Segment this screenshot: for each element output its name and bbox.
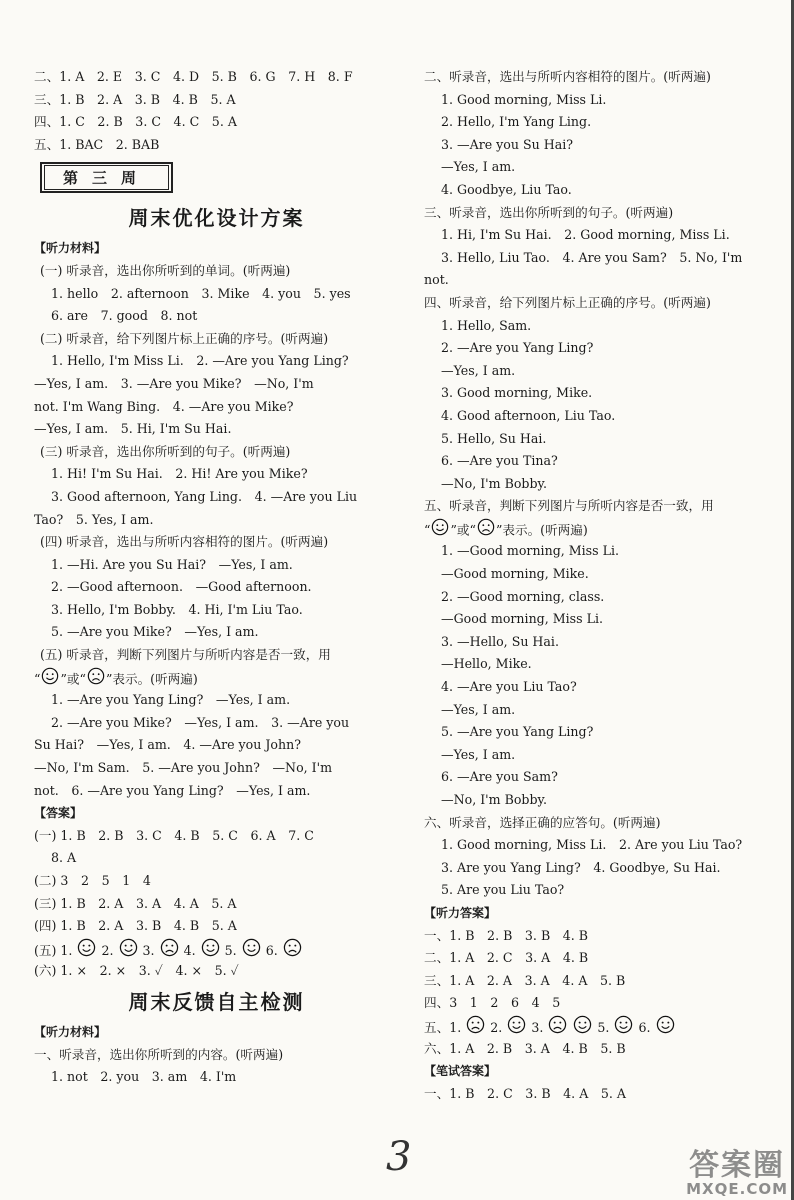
question-heading: (一) 听录音，选出你所听到的单词。(听两遍) [40,262,291,278]
question-heading: (二) 听录音，给下列图片标上正确的序号。(听两遍) [40,330,329,346]
material-line: 3. —Hello, Su Hai. [441,633,559,649]
watermark [686,1140,788,1198]
smiley-face-icon [242,938,261,961]
section-title: 周末优化设计方案 [128,206,305,231]
material-line: 4. Good afternoon, Liu Tao. [441,407,616,423]
answer-line: 8. A [51,850,77,866]
answer-line: 一、1. B 2. B 3. B 4. B [424,927,589,943]
material-line: 5. —Are you Mike? —Yes, I am. [51,624,259,640]
material-line: —Yes, I am. 5. Hi, I'm Su Hai. [34,421,232,437]
smiley-face-icon [507,1015,526,1038]
material-line: 3. Good afternoon, Yang Ling. 4. —Are you Liu [51,488,358,504]
watermark-logo: 答案圈 [689,1148,786,1183]
material-line: 3. —Are you Su Hai? [441,136,574,152]
question-heading: 二、听录音，选出与所听内容相符的图片。(听两遍) [424,69,711,84]
material-line: —No, I'm Bobby. [441,792,547,807]
material-line: 1. Hello, I'm Miss Li. 2. —Are you Yang Ling? [51,353,349,369]
symbol-instruction: “ ”或“ ”表示。(听两遍) [424,518,786,541]
material-line: —Yes, I am. [441,362,516,378]
material-line: Tao? 5. Yes, I am. [34,511,154,527]
material-line: 2. —Are you Yang Ling? [441,340,594,356]
answer-line: 三、1. A 2. A 3. A 4. A 5. B [424,972,626,988]
material-line: —Hello, Mike. [441,656,532,672]
written-answers-heading: 【笔试答案】 [424,1064,497,1079]
smiley-face-icon [41,667,59,690]
question-heading: (四) 听录音，选出与所听内容相符的图片。(听两遍) [40,534,329,550]
material-line: 1. Good morning, Miss Li. 2. Are you Liu Tao? [441,837,743,853]
material-line: —No, I'm Bobby. [441,475,547,491]
watermark-url: MXQE.COM [686,1180,788,1198]
smiley-face-icon [431,518,449,541]
question-heading: (三) 听录音，选出你所听到的句子。(听两遍) [40,443,291,459]
material-line: 1. Good morning, Miss Li. [441,91,607,107]
question-heading: 四、听录音，给下列图片标上正确的序号。(听两遍) [424,294,711,310]
material-line: 3. Hello, I'm Bobby. 4. Hi, I'm Liu Tao. [51,601,303,617]
material-line: not. 6. —Are you Yang Ling? —Yes, I am. [34,782,311,798]
sad-face-icon [160,938,179,961]
answer-line: 二、1. A 2. E 3. C 4. D 5. B 6. G 7. H 8. F [34,69,353,84]
question-heading: 三、听录音，选出你所听到的句子。(听两遍) [424,204,674,220]
material-line: —Yes, I am. [441,159,516,175]
material-line: 3. Good morning, Mike. [441,385,593,401]
material-line: 1. Hi, I'm Su Hai. 2. Good morning, Miss Li. [441,227,730,243]
material-line: 2. —Are you Mike? —Yes, I am. 3. —Are you [51,714,350,730]
answer-line: (二) 3 2 5 1 4 [34,873,151,888]
section-title: 周末反馈自主检测 [128,989,305,1014]
answer-line: (四) 1. B 2. A 3. B 4. B 5. A [34,918,237,934]
material-line: 5. Are you Liu Tao? [441,882,565,898]
material-line: —Yes, I am. [441,746,516,762]
material-line: —Yes, I am. 3. —Are you Mike? —No, I'm [34,375,314,391]
question-heading: 六、听录音，选择正确的应答句。(听两遍) [424,814,661,830]
smiley-face-icon [201,938,220,961]
symbol-instruction: “ ”或“ ”表示。(听两遍) [34,667,399,690]
answer-line: 二、1. A 2. C 3. A 4. B [424,950,589,966]
smiley-face-icon [656,1015,675,1038]
material-line: —Good morning, Miss Li. [441,611,603,627]
material-line: 1. not 2. you 3. am 4. I'm [51,1069,237,1085]
answer-line: (一) 1. B 2. B 3. C 4. B 5. C 6. A 7. C [34,827,314,843]
answer-line: 五、1. BAC 2. BAB [34,136,160,152]
sad-face-icon [87,667,105,690]
listening-material-heading: 【听力材料】 [34,241,107,256]
question-heading: (五) 听录音，判断下列图片与所听内容是否一致，用 [40,647,331,663]
sad-face-icon [283,938,302,961]
material-line: 5. —Are you Yang Ling? [441,724,594,740]
answer-line: 一、1. B 2. C 3. B 4. A 5. A [424,1085,626,1101]
listening-material-heading: 【听力材料】 [34,1024,107,1039]
material-line: 6. are 7. good 8. not [51,308,198,324]
material-line: 6. —Are you Tina? [441,453,558,469]
material-line: 1. —Good morning, Miss Li. [441,543,620,559]
material-line: not. [424,272,449,288]
smiley-face-icon [77,938,96,961]
material-line: 2. Hello, I'm Yang Ling. [441,114,592,130]
material-line: Su Hai? —Yes, I am. 4. —Are you John? [34,737,301,753]
material-line: 4. Goodbye, Liu Tao. [441,181,572,197]
sad-face-icon [477,518,495,541]
smiley-face-icon [614,1015,633,1038]
material-line: 6. —Are you Sam? [441,769,558,785]
material-line: 4. —Are you Liu Tao? [441,679,577,695]
question-heading: 五、听录音，判断下列图片与所听内容是否一致，用 [424,498,714,514]
material-line: —Good morning, Mike. [441,566,589,582]
material-line: —Yes, I am. [441,701,516,717]
answer-line: 四、1. C 2. B 3. C 4. C 5. A [34,114,237,130]
material-line: 2. —Good morning, class. [441,588,605,604]
week-label: 第三周 [44,165,169,190]
answer-line: 四、3 1 2 6 4 5 [424,995,561,1011]
left-column [34,66,399,1089]
page-number: 3 [386,1134,412,1180]
smiley-face-icon [573,1015,592,1038]
material-line: 1. hello 2. afternoon 3. Mike 4. you 5. yes [51,285,351,301]
material-line: 1. Hi! I'm Su Hai. 2. Hi! Are you Mike? [51,466,308,482]
material-line: 1. —Hi. Are you Su Hai? —Yes, I am. [51,556,293,572]
answer-line: (六) 1. × 2. × 3. ✓ 4. × 5. ✓ [34,963,239,979]
listening-answers-heading: 【听力答案】 [424,905,497,920]
sad-face-icon [466,1015,485,1038]
material-line: —No, I'm Sam. 5. —Are you John? —No, I'm [34,760,333,776]
material-line: 1. Hello, Sam. [441,317,532,333]
question-heading: 一、听录音，选出你所听到的内容。(听两遍) [34,1046,284,1062]
material-line: 3. Hello, Liu Tao. 4. Are you Sam? 5. No, I'm [441,249,743,265]
smiley-face-icon [119,938,138,961]
answer-line: 三、1. B 2. A 3. B 4. B 5. A [34,91,236,107]
material-line: 2. —Good afternoon. —Good afternoon. [51,579,312,595]
answer-line-faces: 五、1. 2. 3. 5. 6. [424,1015,786,1038]
answer-line: 六、1. A 2. B 3. A 4. B 5. B [424,1040,626,1056]
answer-line-faces: (五) 1. 2. 3. 4. 5. 6. [34,938,399,961]
answer-line: (三) 1. B 2. A 3. A 4. A 5. A [34,895,237,911]
material-line: 1. —Are you Yang Ling? —Yes, I am. [51,692,291,708]
answers-heading: 【答案】 [34,806,83,821]
material-line: not. I'm Wang Bing. 4. —Are you Mike? [34,398,294,414]
right-column [424,66,786,1105]
material-line: 5. Hello, Su Hai. [441,430,547,446]
week-label-box [40,162,173,193]
sad-face-icon [548,1015,567,1038]
material-line: 3. Are you Yang Ling? 4. Goodbye, Su Hai. [441,859,721,875]
